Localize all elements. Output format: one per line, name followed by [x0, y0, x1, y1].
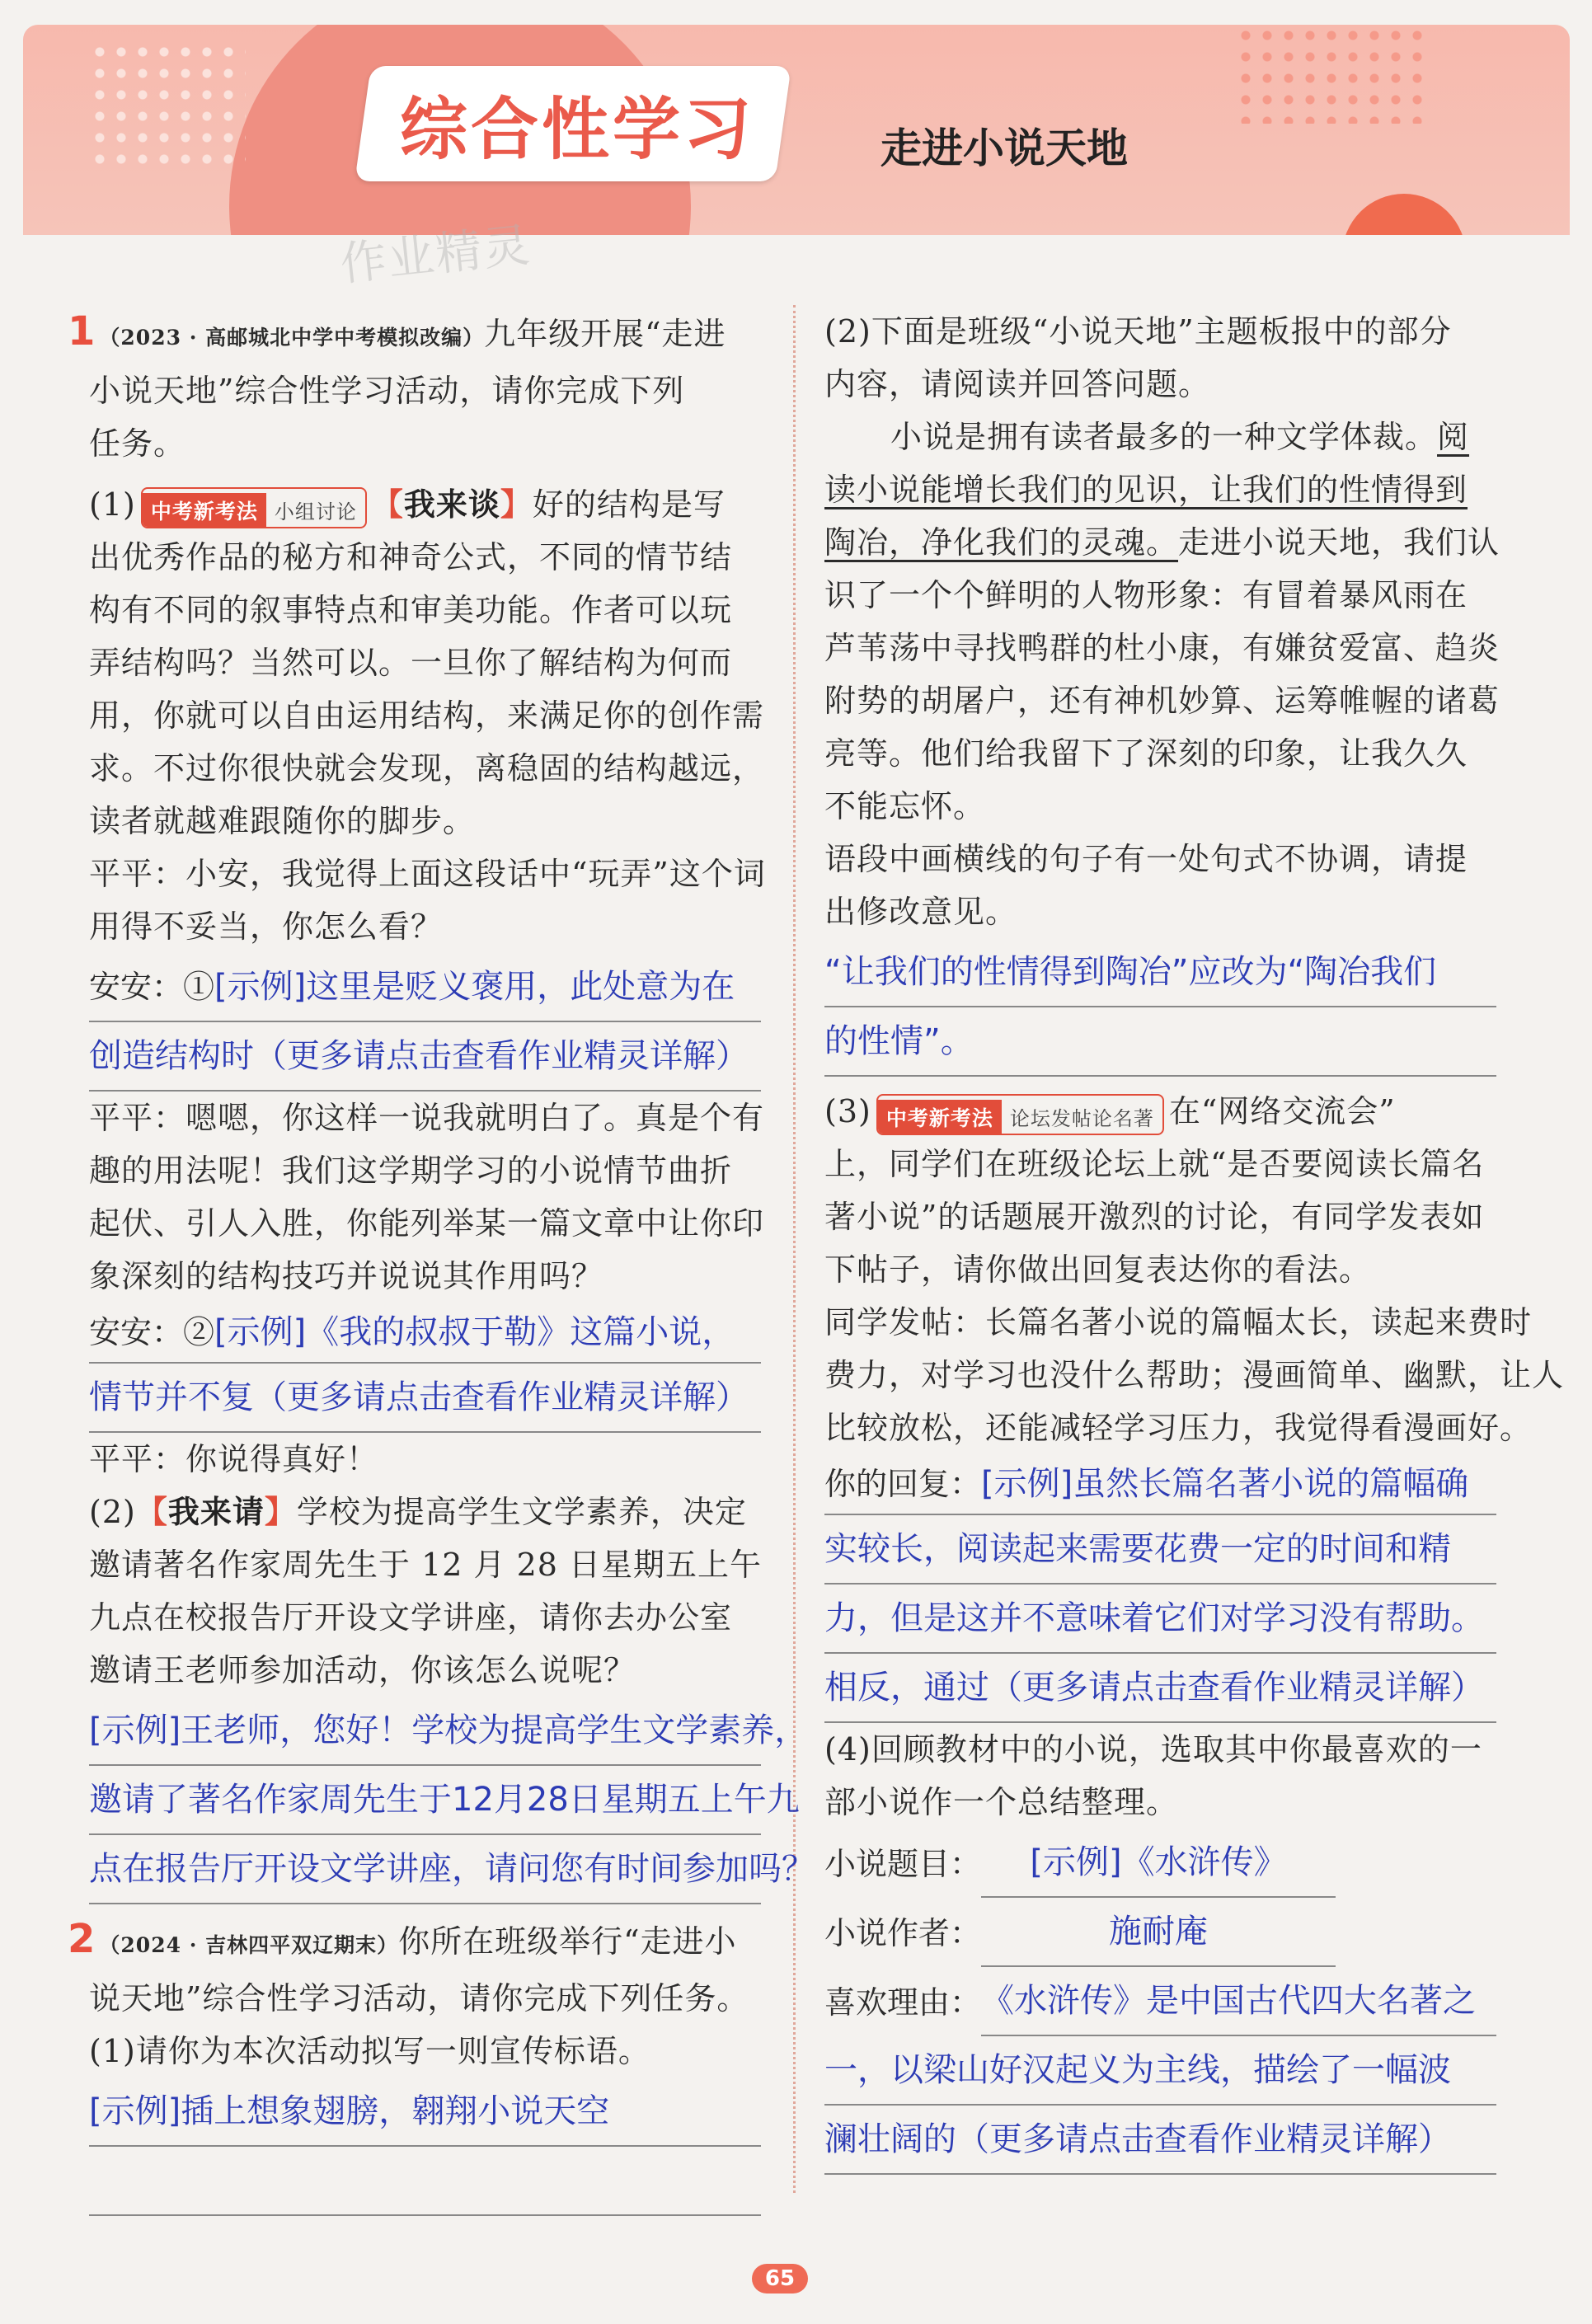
field-label: 小说题目： [824, 1846, 982, 1882]
page-title: 综合性学习 [399, 91, 754, 169]
dialog-line: 平平：小安，我觉得上面这段话中“玩弄”这个词 [89, 856, 766, 892]
exam-tag-main: 中考新考法 [878, 1100, 1002, 1135]
exam-tag [141, 487, 367, 528]
q2-stem-line: 说天地”综合性学习活动，请你完成下列任务。 [89, 1980, 749, 2016]
answer-text: [示例]《我的叔叔于勒》这篇小说， [214, 1313, 735, 1351]
answer-line: 实较长，阅读起来需要花费一定的时间和精 [824, 1515, 1496, 1585]
answer-text: 《水浒传》是中国古代四大名著之 [981, 1967, 1496, 2036]
answer-line [824, 1454, 1496, 1515]
task-bracket-label: 我来请 [167, 1494, 265, 1530]
answer-line: “让我们的性情得到陶冶”应改为“陶冶我们 [824, 938, 1496, 1007]
q1-p2-label: (2) [89, 1494, 136, 1530]
exam-tag-sub: 论坛发帖论名著 [1009, 1106, 1154, 1130]
left-column [68, 305, 815, 2216]
q2-stem-line: 你所在班级举行“走进小 [398, 1923, 737, 1960]
answer-line: [示例]王老师，您好！学校为提高学生文学素养， [89, 1697, 761, 1766]
passage-text: 小说是拥有读者最多的一种文学体裁。 [890, 419, 1438, 455]
answer-line [89, 953, 761, 1022]
decor-dots [89, 41, 246, 165]
page-subtitle: 走进小说天地 [881, 124, 1128, 172]
passage-line: 不能忘怀。 [824, 788, 986, 824]
q1-stem-line: 九年级开展“走进 [484, 316, 726, 352]
header-banner [23, 25, 1570, 235]
exam-tag [876, 1094, 1164, 1135]
field-label: 小说作者： [824, 1915, 982, 1951]
q1-p1-line: 求。不过你很快就会发现，离稳固的结构越远， [89, 750, 765, 786]
q2-p1-line: (1)请你为本次活动拟写一则宣传标语。 [89, 2033, 650, 2069]
dialog-line: 平平：你说得真好！ [89, 1441, 379, 1477]
dialog-line: 用得不妥当，你怎么看？ [89, 908, 444, 945]
task-bracket: 【我来请】 [135, 1494, 297, 1530]
answer-text: 施耐庵 [981, 1898, 1336, 1967]
q1-p2-line: 邀请著名作家周先生于 12 月 28 日星期五上午 [89, 1547, 763, 1583]
q1-p2-line: 九点在校报告厅开设文学讲座，请你去办公室 [89, 1599, 733, 1636]
decor-dots-right [1235, 25, 1433, 124]
answer-line: 力，但是这并不意味着它们对学习没有帮助。 [824, 1585, 1496, 1654]
answer-line: 邀请了著名作家周先生于12月28日星期五上午九 [89, 1766, 761, 1835]
q2-p4-line: (4)回顾教材中的小说，选取其中你最喜欢的一 [824, 1731, 1482, 1768]
passage-line [824, 516, 1500, 569]
passage-line: 附势的胡屠户，还有神机妙算、运筹帷幄的诸葛 [824, 683, 1500, 719]
q1-p1-line: 用，你就可以自由运用结构，来满足你的创作需 [89, 697, 765, 734]
decor-circle-small [1342, 194, 1466, 235]
answer-line: 情节并不复（更多请点击查看作业精灵详解） [89, 1364, 761, 1433]
underlined-text: 阅 [1437, 419, 1470, 455]
q1-number: 1 [68, 308, 96, 354]
exam-tag-sub: 小组讨论 [274, 500, 357, 523]
underlined-text: 陶冶，净化我们的灵魂。 [824, 524, 1179, 561]
passage-line: 亮等。他们给我留下了深刻的印象，让我久久 [824, 735, 1468, 772]
q1-p1-line: 出优秀作品的秘方和神奇公式，不同的情节结 [89, 539, 733, 575]
q2-p3-intro [824, 1085, 1496, 1138]
q2-p4-line: 部小说作一个总结整理。 [824, 1784, 1179, 1820]
q1-p2-intro [89, 1486, 761, 1538]
answer-text: [示例]《水浒传》 [981, 1829, 1336, 1898]
novel-title-field [824, 1829, 1336, 1898]
q1-p1-line: 读者就越难跟随你的脚步。 [89, 803, 476, 839]
answer-blank-line [89, 2147, 761, 2216]
answer-text: [示例]这里是贬义褒用，此处意为在 [214, 968, 735, 1006]
dialog-line: 象深刻的结构技巧并说说其作用吗？ [89, 1258, 604, 1294]
answer-line: 点在报告厅开设文学讲座，请问您有时间参加吗？ [89, 1835, 761, 1904]
q1-p2-line: 邀请王老师参加活动，你该怎么说呢？ [89, 1652, 636, 1688]
answer-line: 澜壮阔的（更多请点击查看作业精灵详解） [824, 2106, 1496, 2175]
q1-p1-line: 弄结构吗？当然可以。一旦你了解结构为何而 [89, 645, 733, 681]
answer-text: [示例]虽然长篇名著小说的篇幅确 [981, 1465, 1469, 1503]
dialog-line: 趣的用法呢！我们这学期学习的小说情节曲折 [89, 1153, 733, 1189]
dialog-speaker: 安安：② [89, 1314, 215, 1350]
q1-stem-line: 小说天地”综合性学习活动，请你完成下列 [89, 373, 685, 409]
passage-line: 识了一个个鲜明的人物形象：有冒着暴风雨在 [824, 577, 1468, 613]
q1-p1-line: 好的结构是写 [532, 486, 726, 523]
post-line: 费力，对学习也没什么帮助；漫画简单、幽默，让人 [824, 1357, 1565, 1393]
answer-line: [示例]插上想象翅膀，翱翔小说天空 [89, 2078, 761, 2147]
q1-source: （2023 · 高邮城北中学中考模拟改编） [99, 326, 485, 350]
q2-p3-line: 在“网络交流会” [1168, 1093, 1396, 1129]
task-bracket: 【我来谈】 [371, 486, 533, 523]
q2-p3-line: 上，同学们在班级论坛上就“是否要阅读长篇名 [824, 1146, 1485, 1182]
q1-p2-line: 学校为提高学生文学素养，决定 [296, 1494, 747, 1530]
answer-line: 的性情”。 [824, 1007, 1496, 1077]
post-line: 比较放松，还能减轻学习压力，我觉得看漫画好。 [824, 1410, 1533, 1446]
q1-p1-intro [89, 478, 761, 531]
q2-stem [68, 1913, 761, 1972]
q2-p3-line: 下帖子，请你做出回复表达你的看法。 [824, 1251, 1372, 1288]
post-line: 同学发帖：长篇名著小说的篇幅太长，读起来费时 [824, 1304, 1533, 1340]
novel-author-field [824, 1898, 1336, 1967]
column-divider [793, 305, 796, 2193]
q2-p2-line: 内容，请阅读并回答问题。 [824, 366, 1211, 402]
q2-p3-line: 著小说”的话题展开激烈的讨论，有同学发表如 [824, 1199, 1485, 1235]
q2-number: 2 [68, 1916, 96, 1962]
q1-p1-line: 构有不同的叙事特点和审美功能。作者可以玩 [89, 592, 733, 628]
q2-p2-line: (2)下面是班级“小说天地”主题板报中的部分 [824, 313, 1452, 350]
answer-line: 一，以梁山好汉起义为主线，描绘了一幅波 [824, 2036, 1496, 2106]
watermark-logo: 作业精灵 [337, 218, 534, 292]
q2-p2-question: 出修改意见。 [824, 894, 1018, 930]
q2-source: （2024 · 吉林四平双辽期末） [99, 1933, 399, 1957]
q1-p1-label: (1) [89, 486, 136, 523]
passage-line: 芦苇荡中寻找鸭群的杜小康，有嫌贫爱富、趋炎 [824, 630, 1500, 666]
underlined-text: 读小说能增长我们的见识，让我们的性情得到 [824, 472, 1468, 508]
q1-stem [68, 305, 761, 364]
exam-tag-main: 中考新考法 [143, 493, 266, 528]
answer-line [89, 1303, 761, 1364]
page-number: 65 [752, 2264, 808, 2293]
dialog-line: 平平：嗯嗯，你这样一说我就明白了。真是个有 [89, 1100, 765, 1136]
field-label: 喜欢理由： [824, 1984, 982, 2021]
reply-label: 你的回复： [824, 1466, 982, 1502]
q1-stem-line: 任务。 [89, 425, 186, 462]
q2-p3-label: (3) [824, 1093, 871, 1129]
reason-field [824, 1967, 1496, 2036]
q2-p2-question: 语段中画横线的句子有一处句式不协调，请提 [824, 841, 1468, 877]
dialog-line: 起伏、引人入胜，你能列举某一篇文章中让你印 [89, 1205, 765, 1242]
dialog-speaker: 安安：① [89, 969, 215, 1005]
passage-text: 走进小说天地，我们认 [1178, 524, 1500, 561]
right-column [824, 305, 1565, 2175]
passage-line [824, 411, 1496, 463]
task-bracket-label: 我来谈 [403, 486, 500, 523]
answer-line: 相反，通过（更多请点击查看作业精灵详解） [824, 1654, 1496, 1723]
answer-line: 创造结构时（更多请点击查看作业精灵详解） [89, 1022, 761, 1092]
